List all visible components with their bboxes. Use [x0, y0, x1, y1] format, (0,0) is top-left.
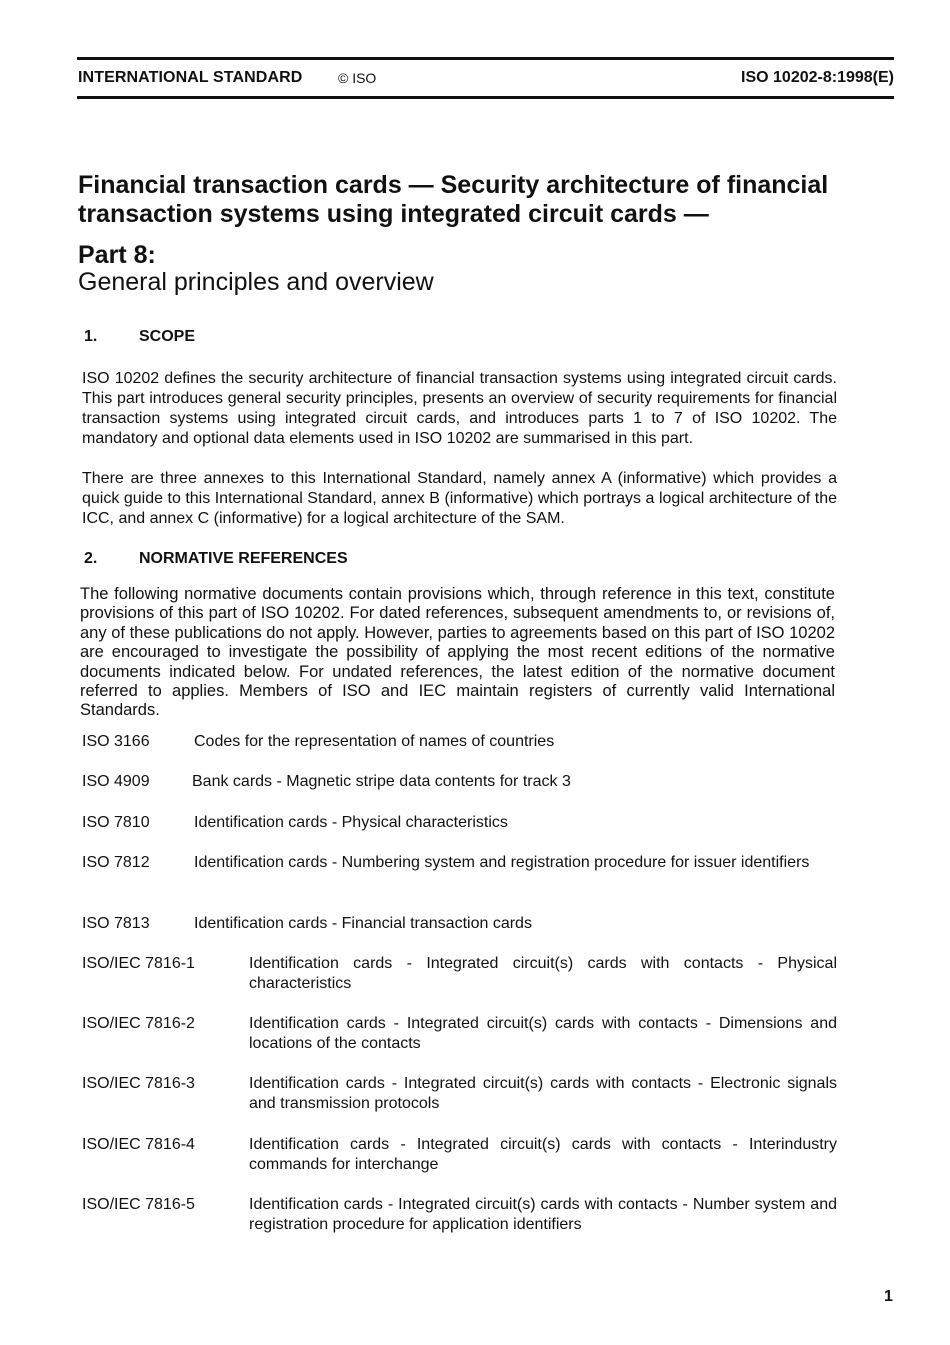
part-subtitle: General principles and overview: [78, 268, 434, 296]
scope-annex-paragraph: There are three annexes to this International Standard, namely annex A (informative) which provides a quick guide to this International Standard, annex B (informative) which portrays a logical architecture of the ICC, and annex C (informative) for a logical architecture of the SAM.: [82, 470, 837, 527]
document-type-label: INTERNATIONAL STANDARD: [78, 69, 303, 86]
scope-paragraph: ISO 10202 defines the security architecture of financial transaction systems using integrated circuit cards. This part introduces general security principles, presents an overview of security requirements for financial transaction systems using integrated circuit cards, and introduces parts 1 to 7 of ISO 10202. The mandatory and optional data elements used in ISO 10202 are summarised in this part.: [82, 370, 837, 447]
section-title-normative-references: NORMATIVE REFERENCES: [139, 550, 348, 567]
reference-title: Identification cards - Financial transaction cards: [194, 915, 532, 932]
section-number: 2.: [84, 550, 98, 567]
reference-code: ISO 7813: [82, 915, 150, 932]
reference-title: Identification cards - Physical characteristics: [194, 814, 508, 831]
reference-title: Identification cards - Integrated circuit(s) cards with contacts - Physical characteristics: [249, 955, 837, 992]
standard-number: ISO 10202-8:1998(E): [741, 69, 894, 86]
reference-code: ISO 7810: [82, 814, 150, 831]
document-title: Financial transaction cards — Security architecture of financial transaction systems using integrated circuit cards —: [78, 171, 829, 228]
copyright-label: © ISO: [338, 70, 377, 86]
reference-title: Identification cards - Numbering system and registration procedure for issuer identifiers: [194, 854, 810, 871]
reference-code: ISO/IEC 7816-2: [82, 1015, 195, 1032]
reference-code: ISO/IEC 7816-3: [82, 1075, 195, 1092]
reference-code: ISO/IEC 7816-5: [82, 1196, 195, 1213]
reference-title: Identification cards - Integrated circuit(s) cards with contacts - Dimensions and locations of the contacts: [249, 1015, 837, 1052]
reference-title: Codes for the representation of names of countries: [194, 733, 555, 750]
header-top-rule: [77, 57, 894, 60]
reference-code: ISO/IEC 7816-1: [82, 955, 195, 972]
reference-title: Identification cards - Integrated circuit(s) cards with contacts - Interindustry commands for interchange: [249, 1136, 837, 1173]
page-number: 1: [884, 1288, 893, 1305]
header-bottom-rule: [77, 96, 894, 99]
reference-code: ISO/IEC 7816-4: [82, 1136, 195, 1153]
reference-code: ISO 3166: [82, 733, 150, 750]
reference-title: Identification cards - Integrated circuit(s) cards with contacts - Electronic signals and transmission protocols: [249, 1075, 837, 1112]
reference-code: ISO 7812: [82, 854, 150, 871]
section-number: 1.: [84, 328, 98, 345]
part-label: Part 8:: [78, 241, 156, 269]
reference-code: ISO 4909: [82, 773, 150, 790]
reference-title: Identification cards - Integrated circuit(s) cards with contacts - Number system and registration procedure for application identifiers: [249, 1196, 837, 1233]
section-title-scope: SCOPE: [139, 328, 196, 345]
reference-title: Bank cards - Magnetic stripe data contents for track 3: [192, 773, 571, 790]
normative-references-paragraph: The following normative documents contain provisions which, through reference in this text, constitute provisions of this part of ISO 10202. For dated references, subsequent amendments to, or revisions of, any of these publications do not apply. However, parties to agreements based on this part of ISO 10202 are encouraged to investigate the possibility of applying the most recent editions of the normative documents indicated below. For undated references, the latest edition of the normative document referred to applies. Members of ISO and IEC maintain registers of currently valid International Standards.: [80, 585, 835, 720]
